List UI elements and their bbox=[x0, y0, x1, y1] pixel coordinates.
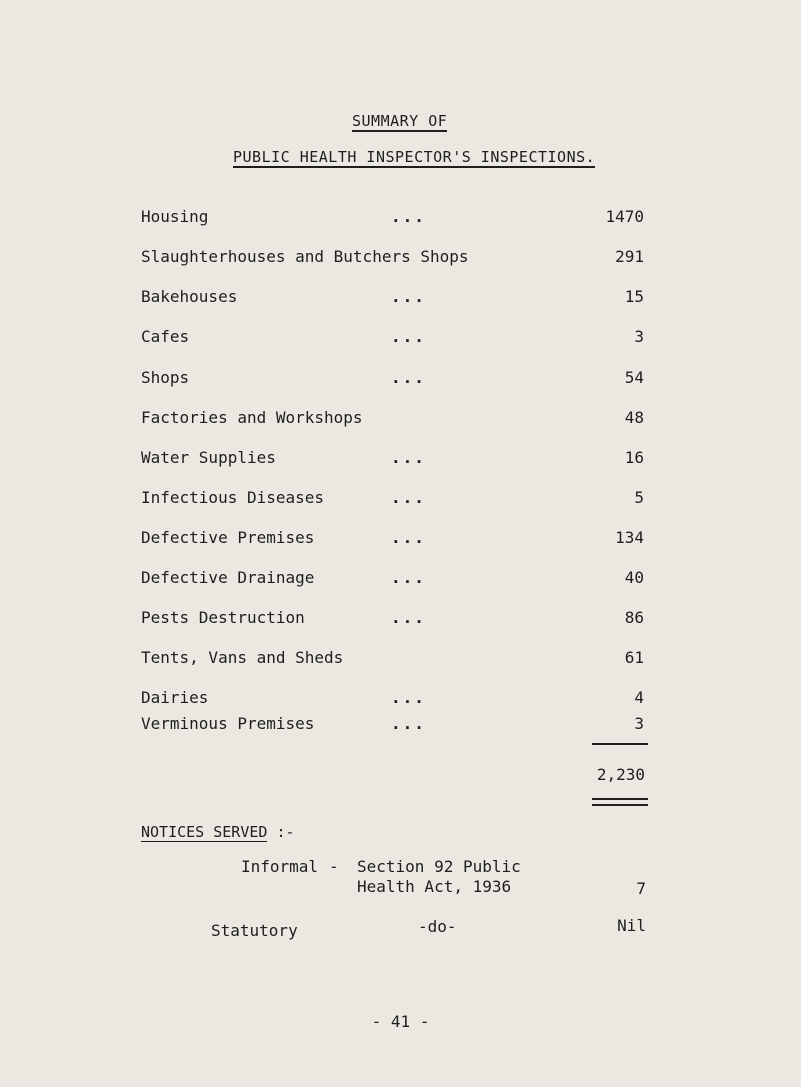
notice-desc-line1: Section 92 Public bbox=[357, 857, 521, 876]
item-value: 3 bbox=[634, 714, 644, 733]
notices-heading-suffix: :- bbox=[276, 823, 295, 841]
list-item bbox=[0, 526, 801, 550]
list-item bbox=[0, 712, 801, 736]
item-label: Bakehouses bbox=[141, 287, 238, 306]
item-value: 1470 bbox=[605, 207, 644, 226]
leader-dots: ... bbox=[391, 327, 426, 346]
leader-dots: ... bbox=[391, 448, 426, 467]
item-value: 48 bbox=[624, 408, 644, 427]
leader-dots: ... bbox=[391, 688, 426, 707]
item-value: 3 bbox=[634, 327, 644, 346]
item-label: Factories and Workshops bbox=[141, 408, 363, 427]
notice-value-statutory: Nil bbox=[617, 916, 646, 935]
item-value: 4 bbox=[634, 688, 644, 707]
item-label: Verminous Premises bbox=[141, 714, 315, 733]
item-label: Tents, Vans and Sheds bbox=[141, 648, 344, 667]
item-label: Cafes bbox=[141, 327, 190, 346]
leader-dots: ... bbox=[391, 608, 426, 627]
notice-dash: - bbox=[329, 857, 339, 876]
leader-dots: ... bbox=[391, 207, 426, 226]
leader-dots: ... bbox=[391, 488, 426, 507]
total-rule bbox=[592, 743, 648, 745]
item-label: Shops bbox=[141, 368, 190, 387]
page-number: - 41 - bbox=[371, 1012, 430, 1031]
list-item bbox=[0, 366, 801, 390]
item-label: Pests Destruction bbox=[141, 608, 305, 627]
item-value: 40 bbox=[624, 568, 644, 587]
notice-desc-statutory: -do- bbox=[418, 917, 457, 936]
notice-desc-line2: Health Act, 1936 bbox=[357, 877, 512, 896]
leader-dots: ... bbox=[391, 368, 426, 387]
list-item bbox=[0, 406, 801, 430]
list-item bbox=[0, 606, 801, 630]
leader-dots: ... bbox=[391, 714, 426, 733]
item-label: Infectious Diseases bbox=[141, 488, 325, 507]
item-value: 15 bbox=[624, 287, 644, 306]
total-value: 2,230 bbox=[596, 765, 645, 784]
leader-dots: ... bbox=[391, 568, 426, 587]
item-value: 5 bbox=[634, 488, 644, 507]
item-label: Housing bbox=[141, 207, 209, 226]
heading-summary: SUMMARY OF bbox=[352, 112, 448, 130]
notice-type-statutory: Statutory bbox=[211, 921, 298, 940]
item-label: Defective Drainage bbox=[141, 568, 315, 587]
item-label: Dairies bbox=[141, 688, 209, 707]
notices-heading bbox=[141, 821, 295, 843]
item-value: 16 bbox=[624, 448, 644, 467]
list-item bbox=[0, 566, 801, 590]
item-value: 61 bbox=[624, 648, 644, 667]
list-item bbox=[0, 446, 801, 470]
list-item bbox=[0, 205, 801, 229]
item-label: Defective Premises bbox=[141, 528, 315, 547]
list-item bbox=[0, 646, 801, 670]
list-item bbox=[0, 486, 801, 510]
heading-inspections: PUBLIC HEALTH INSPECTOR'S INSPECTIONS. bbox=[233, 148, 596, 166]
item-label: Water Supplies bbox=[141, 448, 276, 467]
list-item bbox=[0, 285, 801, 309]
item-value: 291 bbox=[615, 247, 644, 266]
list-item bbox=[0, 686, 801, 710]
item-value: 134 bbox=[615, 528, 644, 547]
notices-heading-text: NOTICES SERVED bbox=[141, 823, 268, 841]
item-value: 54 bbox=[624, 368, 644, 387]
notice-value-informal: 7 bbox=[636, 879, 646, 898]
list-item bbox=[0, 325, 801, 349]
item-label: Slaughterhouses and Butchers Shops bbox=[141, 247, 469, 266]
leader-dots: ... bbox=[391, 528, 426, 547]
leader-dots: ... bbox=[391, 287, 426, 306]
list-item bbox=[0, 245, 801, 269]
notice-type-informal: Informal bbox=[241, 857, 319, 876]
item-value: 86 bbox=[624, 608, 644, 627]
total-double-rule bbox=[592, 798, 648, 806]
